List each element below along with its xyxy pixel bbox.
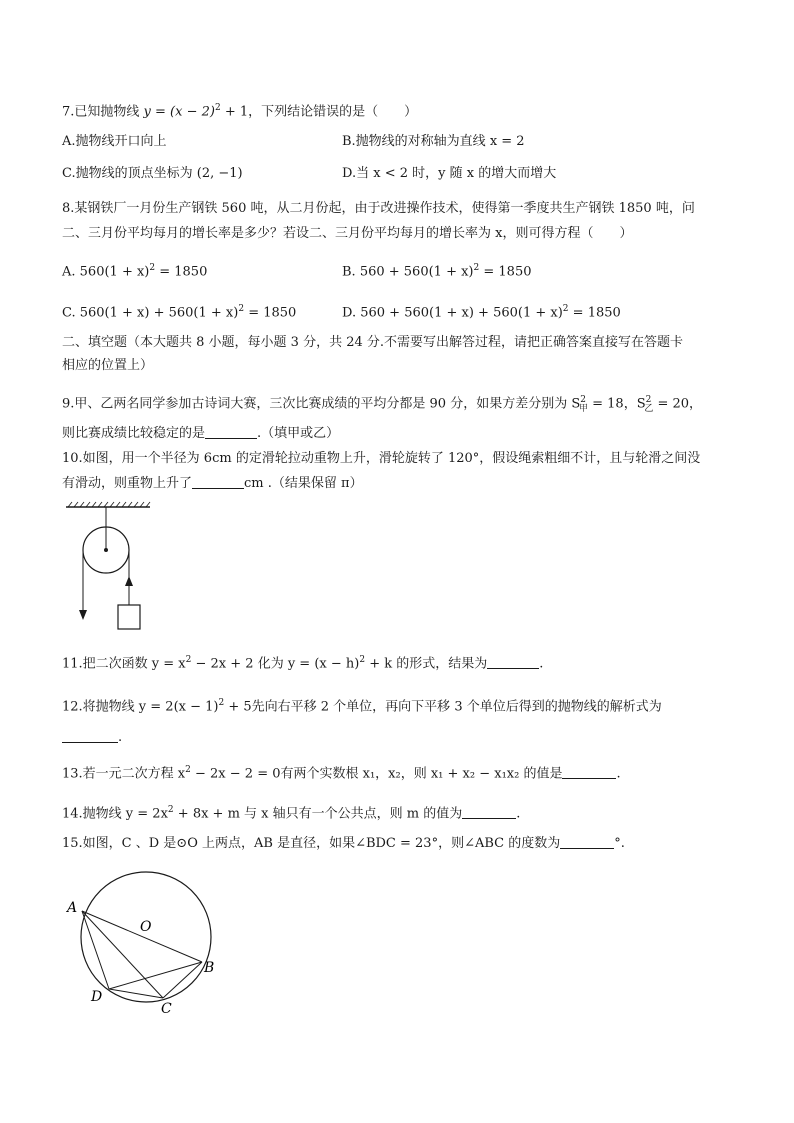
q9-line1 [62,390,702,419]
q8-option-b [342,258,532,282]
q7-option-d: D.当 x < 2 时，y 随 x 的增大而增大 [342,166,557,181]
exponent: 2 [218,698,225,708]
exponent: 2 [214,103,221,113]
section2-line2: 相应的位置上） [62,358,154,373]
arrow-down-icon [79,610,87,620]
circle-figure [62,862,232,1022]
label-o: O [140,919,152,935]
q12-post: + 5先向右平移 2 个单位，再向下平移 3 个单位后得到的抛物线的解析式为 [224,699,662,715]
label-b: B [204,960,215,976]
pulley-axle [104,548,108,552]
arrow-up-icon [125,576,133,586]
q11-post: + k 的形式，结果为 [365,656,488,672]
q14-end: . [516,806,521,822]
q12 [62,693,662,717]
q14-post: + 8x + m 与 x 轴只有一个公共点，则 m 的值为 [173,806,463,822]
q8-option-c [62,299,296,323]
q15-end: °. [614,836,625,851]
q9-mid: = 18，S [588,396,646,412]
q7-formula: y = (x − 2) [143,104,215,120]
label-d: D [91,989,103,1005]
q7-option-c: C.抛物线的顶点坐标为 (2, −1) [62,166,243,181]
q8-a-pre: A. 560(1 + x) [62,264,150,280]
q7-option-a: A.抛物线开口向上 [62,134,167,149]
section2-line1: 二、填空题（本大题共 8 小题，每小题 3 分，共 24 分.不需要写出解答过程，请把正确答案直接写在答题卡 [62,335,684,350]
q8-b-pre: B. 560 + 560(1 + x) [342,264,474,280]
q11-mid: − 2x + 2 化为 y = (x − h) [191,656,360,672]
q8-b-post: = 1850 [479,264,532,280]
q12-answer-line [62,728,122,748]
q9-line2 [62,424,339,444]
q14 [62,800,520,824]
q8-option-a [62,258,207,282]
q8-c-pre: C. 560(1 + x) + 560(1 + x) [62,305,239,321]
answer-blank[interactable] [192,488,244,489]
q13-post: − 2x − 2 = 0有两个实数根 x₁，x₂，则 x₁ + x₂ − x₁x₂ 的值是 [190,766,563,782]
q11-pre: 11.把二次函数 y = x [62,656,186,672]
q7-stem [62,98,417,122]
pulley-figure [62,500,154,636]
q10-line2-pre: 有滑动，则重物上升了 [62,476,193,491]
answer-blank[interactable] [62,742,118,743]
q7-formula-tail: + 1 [220,104,249,120]
weight-block [118,605,140,629]
q13 [62,760,621,784]
q12-end: . [118,730,123,745]
q8-d-post: = 1850 [568,305,621,321]
q9-line2-pre: 则比赛成绩比较稳定的是 [62,426,206,441]
q9-line2-post: .（填甲或乙） [257,426,340,441]
q8-c-post: = 1850 [244,305,297,321]
q13-end: . [616,766,621,782]
q12-pre: 12.将抛物线 y = 2(x − 1) [62,699,219,715]
q14-pre: 14.抛物线 y = 2x [62,806,168,822]
q9-line1-post: = 20， [653,396,703,412]
q10-line2-post: cm .（结果保留 π） [244,476,363,491]
exponent: 2 [185,655,192,665]
q9-sub-jia: 甲 [578,403,588,414]
q8-option-d [342,299,621,323]
exponent: 2 [185,765,191,775]
q10-line1: 10.如图，用一个半径为 6cm 的定滑轮拉动重物上升，滑轮旋转了 120°，假设绳索粗细不计，且与轮滑之间没 [62,451,701,466]
q11-end: . [539,656,544,672]
answer-blank[interactable] [462,818,516,819]
exponent: 2 [580,395,586,405]
circle-o [81,872,211,1002]
label-c: C [161,1001,172,1017]
q9-sub-yi: 乙 [644,403,654,414]
q8-line1: 8.某钢铁厂一月份生产钢铁 560 吨，从二月份起，由于改进操作技术，使得第一季度共生产钢铁 1850 吨，问 [62,201,695,216]
q13-pre: 13.若一元二次方程 x [62,766,186,782]
q8-line2: 二、三月份平均每月的增长率是多少？若设二、三月份平均每月的增长率为 x，则可得方程（ ） [62,226,633,241]
q7-option-b: B.抛物线的对称轴为直线 x = 2 [342,134,525,149]
q7-stem-prefix: 7.已知抛物线 [62,104,140,120]
answer-blank[interactable] [487,668,539,669]
answer-blank[interactable] [560,848,614,849]
q10-line2 [62,474,363,494]
exponent: 2 [149,263,156,273]
label-a: A [67,900,78,916]
exponent: 2 [645,395,652,405]
exponent: 2 [473,263,480,273]
exponent: 2 [238,304,245,314]
answer-blank[interactable] [562,778,616,779]
exponent: 2 [562,304,569,314]
q7-stem-suffix: ，下列结论错误的是（ ） [248,104,418,120]
exponent: 2 [167,805,174,815]
q15 [62,834,625,854]
q8-a-post: = 1850 [155,264,208,280]
q8-d-pre: D. 560 + 560(1 + x) + 560(1 + x) [342,305,563,321]
q9-line1-pre: 9.甲、乙两名同学参加古诗词大赛，三次比赛成绩的平均分都是 90 分，如果方差分别为 S [62,396,581,412]
segment-dc [109,989,163,998]
exponent: 2 [359,655,366,665]
q15-pre: 15.如图，C 、D 是⊙O 上两点，AB 是直径，如果∠BDC = 23°，则∠ABC 的度数为 [62,836,561,851]
q11 [62,650,543,674]
answer-blank[interactable] [205,438,257,439]
